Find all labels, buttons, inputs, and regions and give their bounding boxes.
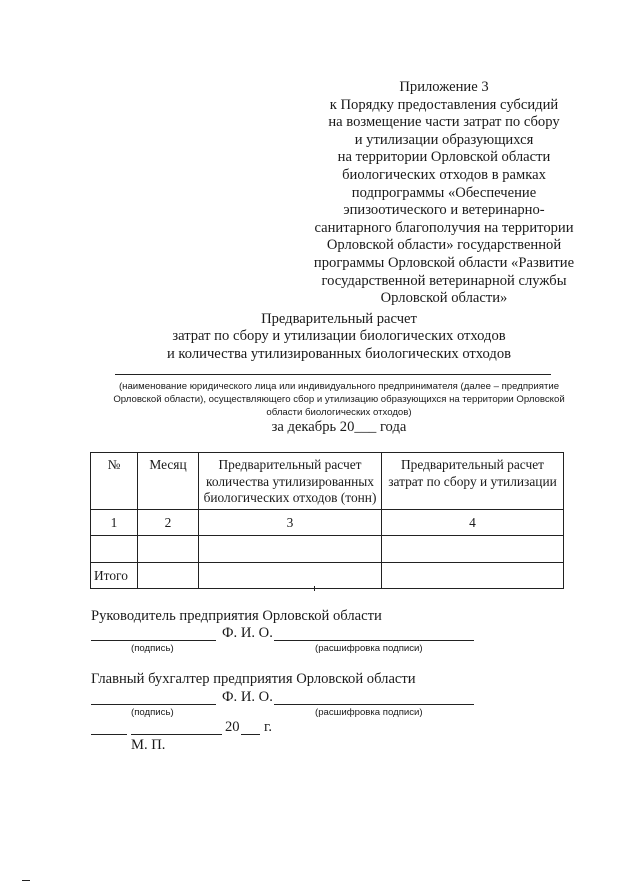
- date-year-field[interactable]: [241, 734, 260, 735]
- appendix-line: санитарного благополучия на территории: [314, 219, 574, 236]
- date-year-prefix: 20: [225, 719, 240, 735]
- appendix-line: Орловской области» государственной: [326, 237, 562, 254]
- column-number: 3: [199, 510, 382, 536]
- head-signature-field[interactable]: [91, 640, 216, 641]
- table-numbering-row: [91, 510, 564, 536]
- caption-line: (наименование юридического лица или индивидуального предпринимателя (далее – предприятие: [118, 381, 560, 392]
- document-title: [100, 311, 578, 363]
- date-year-suffix: г.: [264, 719, 272, 735]
- accountant-decode-caption: (расшифровка подписи): [315, 707, 423, 718]
- appendix-line: и утилизации образующихся: [354, 131, 534, 148]
- appendix-block: [296, 79, 592, 308]
- table-cell[interactable]: [382, 536, 564, 563]
- table-cell[interactable]: [382, 563, 564, 589]
- table-cell[interactable]: [199, 563, 382, 589]
- head-sign-caption: (подпись): [131, 643, 174, 654]
- entity-name-field[interactable]: [115, 374, 551, 375]
- entity-name-caption: [90, 380, 588, 419]
- title-line: Предварительный расчет: [261, 311, 417, 327]
- date-day-field[interactable]: [91, 734, 127, 735]
- accountant-title: Главный бухгалтер предприятия Орловской области: [91, 671, 416, 687]
- table-cell[interactable]: [138, 536, 199, 563]
- appendix-line: биологических отходов в рамках: [342, 166, 546, 183]
- accountant-sign-caption: (подпись): [131, 707, 174, 718]
- caption-line: Орловской области), осуществляющего сбор и утилизацию образующихся на территории Орловской: [113, 394, 565, 405]
- appendix-line: Орловской области»: [380, 290, 508, 307]
- stamp-label: М. П.: [131, 737, 166, 753]
- table-total-row: [91, 563, 564, 589]
- title-line: и количества утилизированных биологических отходов: [166, 345, 512, 362]
- calculation-table: [90, 452, 564, 589]
- header-quantity: Предварительный расчет количества утилизированных биологических отходов (тонн): [199, 453, 382, 510]
- head-title: Руководитель предприятия Орловской области: [91, 608, 382, 624]
- appendix-line: подпрограммы «Обеспечение: [351, 184, 537, 201]
- appendix-line: к Порядку предоставления субсидий: [329, 96, 559, 113]
- accountant-fio-label: Ф. И. О.: [222, 689, 273, 705]
- appendix-line: программы Орловской области «Развитие: [313, 254, 575, 271]
- reporting-period: за декабрь 20___ года: [271, 419, 407, 435]
- table-cell[interactable]: [91, 536, 138, 563]
- column-number: 1: [91, 510, 138, 536]
- head-decode-field[interactable]: [274, 640, 474, 641]
- header-costs: Предварительный расчет затрат по сбору и утилизации: [382, 453, 564, 510]
- head-decode-caption: (расшифровка подписи): [315, 643, 423, 654]
- column-number: 4: [382, 510, 564, 536]
- title-line: затрат по сбору и утилизации биологических отходов: [172, 328, 506, 345]
- appendix-line: эпизоотического и ветеринарно-: [343, 202, 545, 219]
- appendix-line: на возмещение части затрат по сбору: [328, 114, 560, 131]
- header-month: Месяц: [138, 453, 199, 510]
- column-number: 2: [138, 510, 199, 536]
- date-month-field[interactable]: [131, 734, 222, 735]
- appendix-line: государственной ветеринарной службы: [321, 272, 567, 289]
- total-label: Итого: [91, 563, 138, 589]
- table-cell[interactable]: [199, 536, 382, 563]
- table-row: [91, 536, 564, 563]
- caption-line: области биологических отходов): [266, 407, 412, 418]
- appendix-line: Приложение 3: [399, 79, 489, 95]
- header-number: №: [91, 453, 138, 510]
- table-header-row: [91, 453, 564, 510]
- scan-mark: [22, 880, 30, 881]
- scan-mark: [314, 586, 315, 591]
- accountant-decode-field[interactable]: [274, 704, 474, 705]
- accountant-signature-field[interactable]: [91, 704, 216, 705]
- head-fio-label: Ф. И. О.: [222, 625, 273, 641]
- table-cell[interactable]: [138, 563, 199, 589]
- appendix-line: на территории Орловской области: [337, 149, 551, 166]
